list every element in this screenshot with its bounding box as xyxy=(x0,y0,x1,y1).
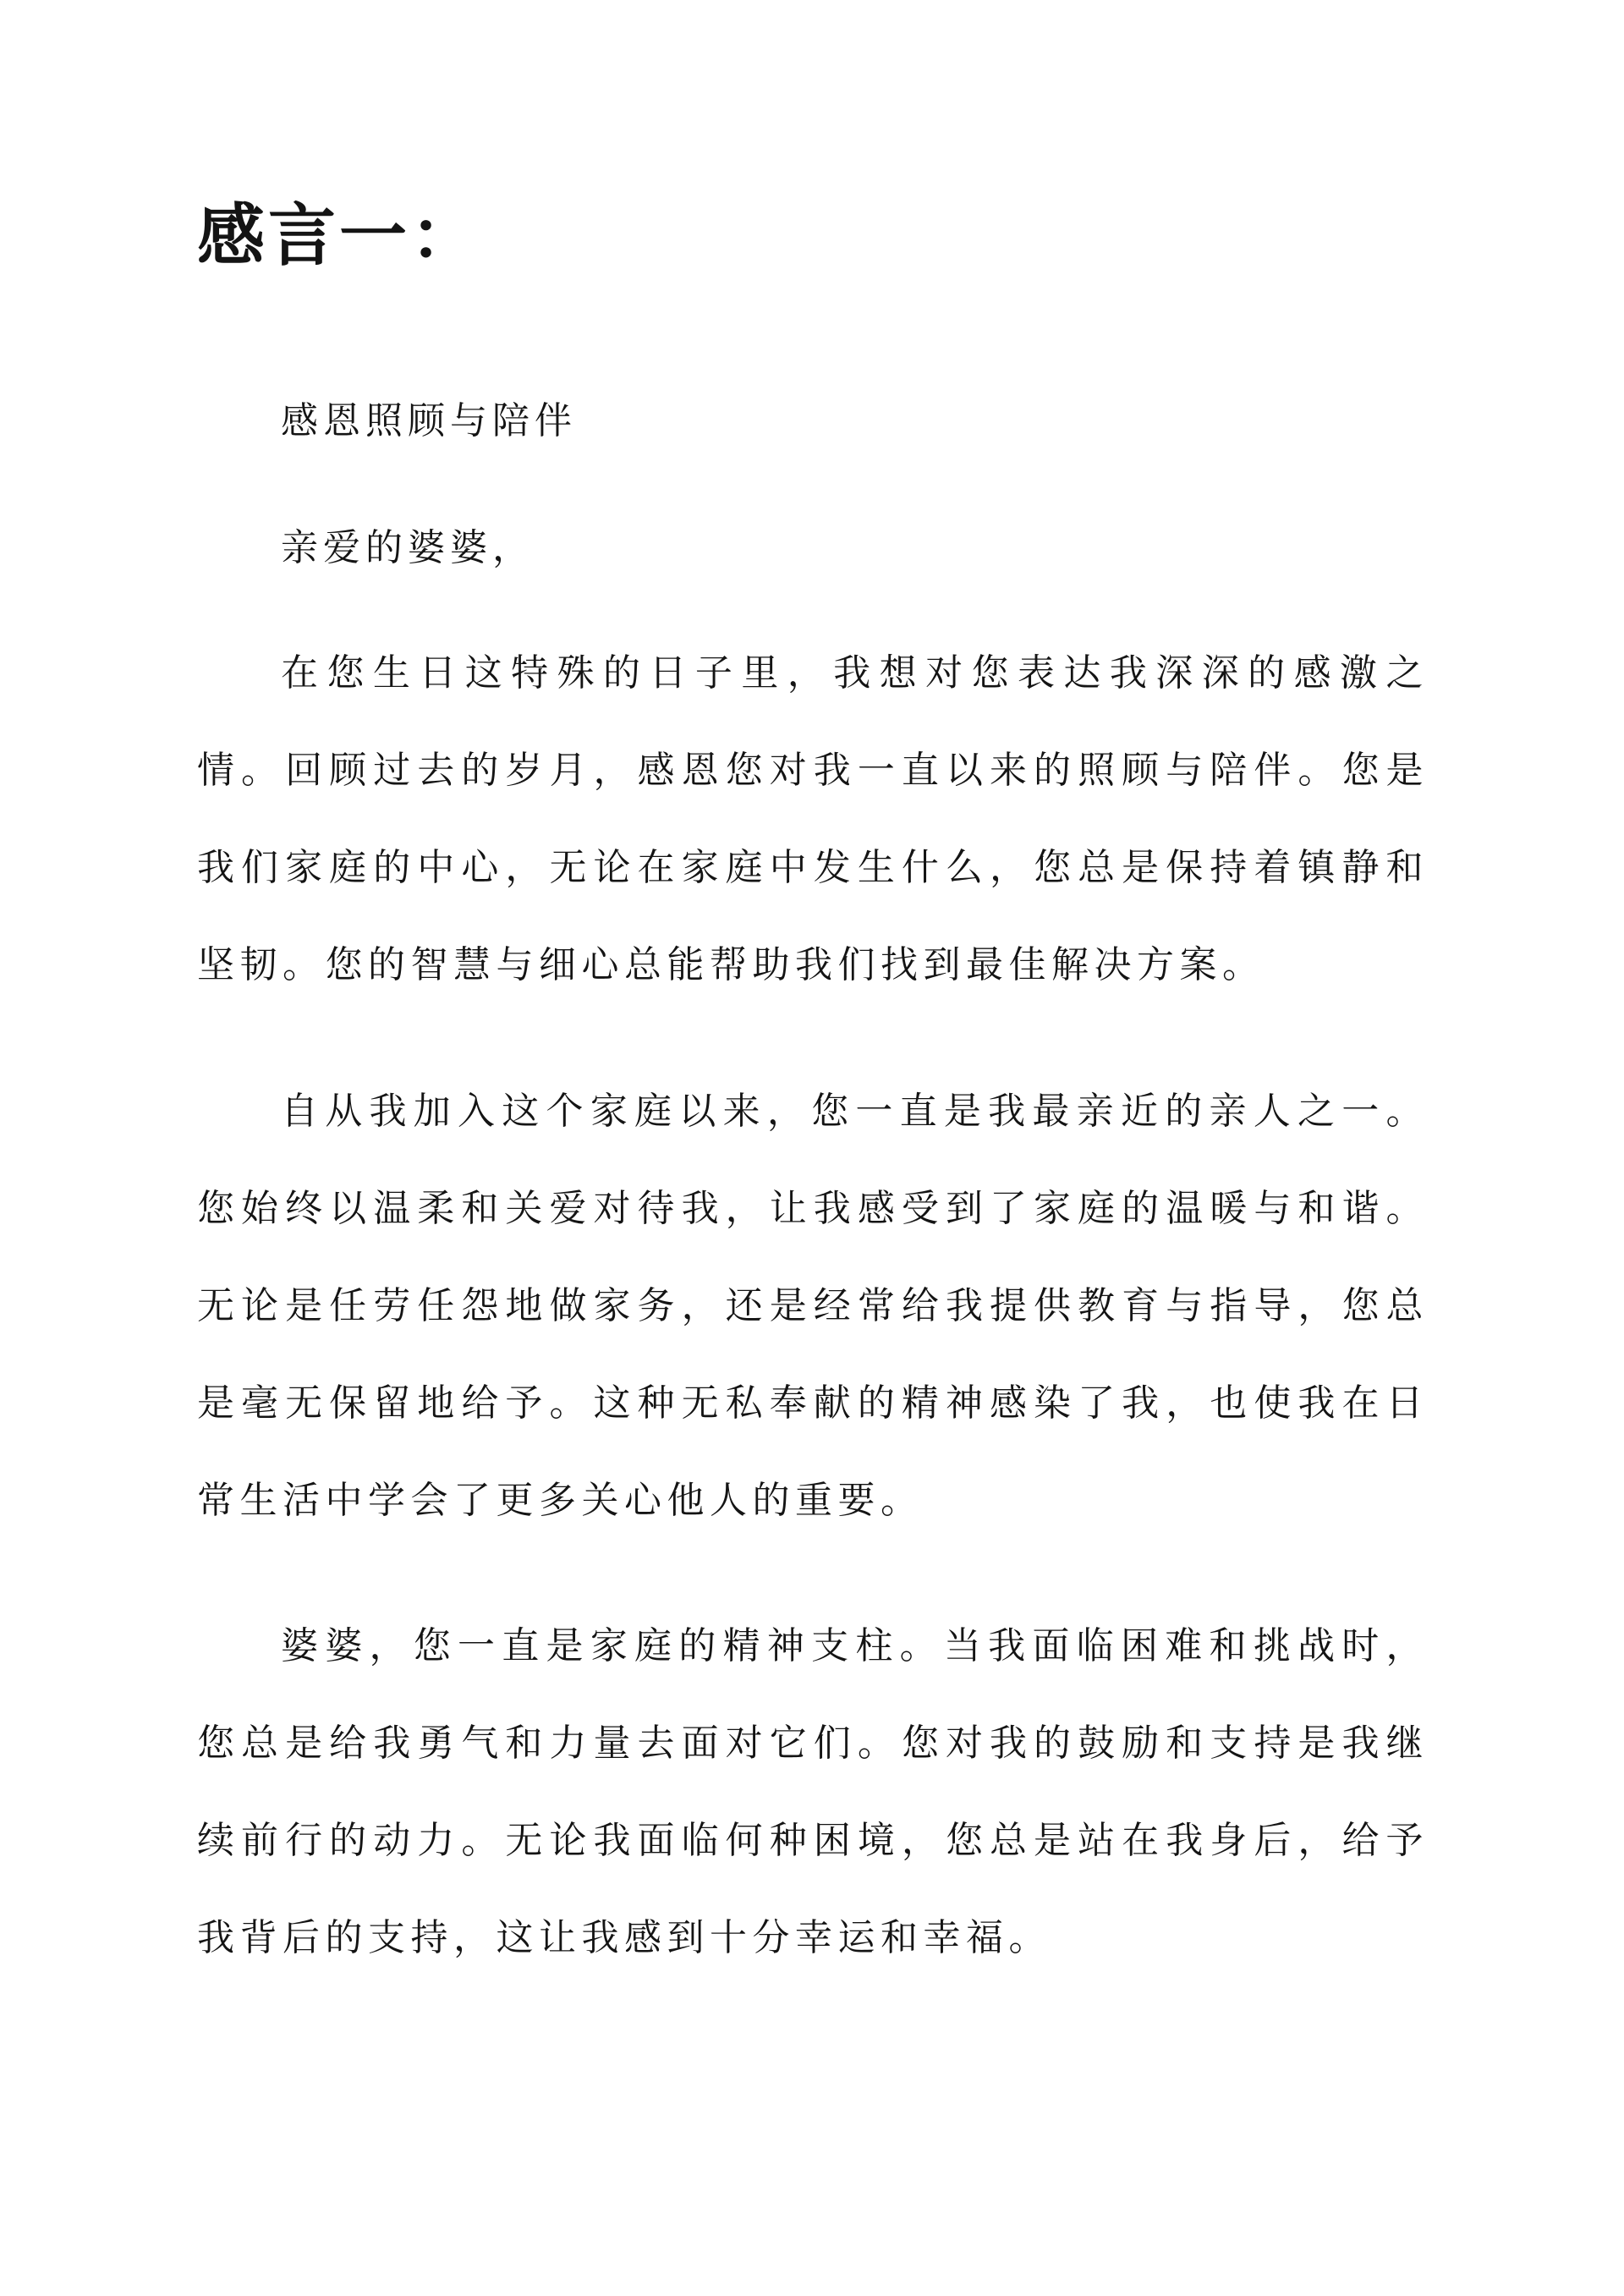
salutation: 亲爱的婆婆， xyxy=(281,526,535,569)
paragraph-3: 婆婆，您一直是家庭的精神支柱。当我面临困难和挑战时，您总是给我勇气和力量去面对它们。您对我的鼓励和支持是我继续前行的动力。无论我面临何种困境，您总是站在我身后，给予我背后的支持，这让我感到十分幸运和幸福。 xyxy=(197,1624,1429,1959)
document-subtitle: 感恩照顾与陪伴 xyxy=(281,399,577,442)
paragraph-1: 在您生日这特殊的日子里，我想对您表达我深深的感激之情。回顾过去的岁月，感恩您对我一直以来的照顾与陪伴。您是我们家庭的中心，无论在家庭中发生什么，您总是保持着镇静和坚韧。您的智慧与细心总能帮助我们找到最佳解决方案。 xyxy=(197,651,1429,986)
paragraph-2: 自从我加入这个家庭以来，您一直是我最亲近的亲人之一。您始终以温柔和关爱对待我，让我感受到了家庭的温暖与和谐。无论是任劳任怨地做家务，还是经常给我提供教育与指导，您总是毫无保留地给予。这种无私奉献的精神感染了我，也使我在日常生活中学会了更多关心他人的重要。 xyxy=(197,1090,1429,1522)
document-heading: 感言一： xyxy=(197,195,481,275)
